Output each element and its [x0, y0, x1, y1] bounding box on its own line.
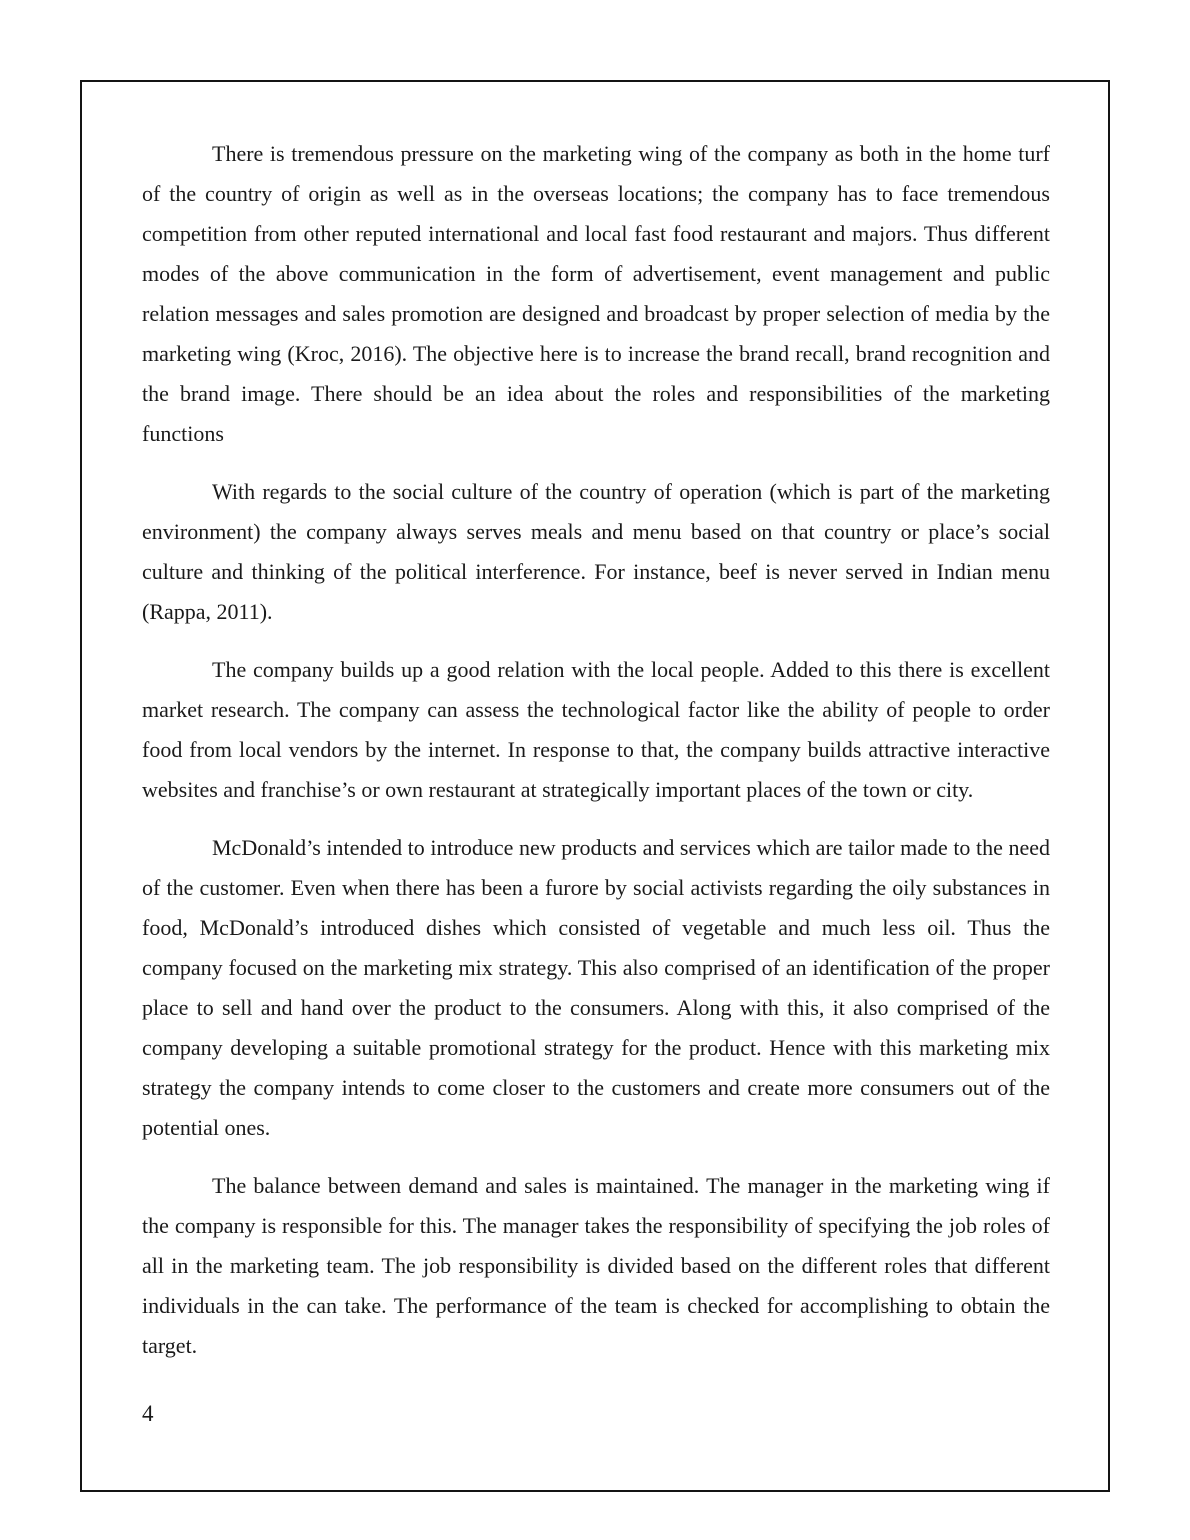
paragraph-social-culture: With regards to the social culture of the country of operation (which is part of the marketing environment) the company always serves meals and menu based on that country or place’s social culture and thinking of the political interference. For instance, beef is never served in Indian menu (Rappa, 2011).	[142, 479, 1050, 624]
page-border	[80, 80, 1110, 1492]
paragraph-demand-sales: The balance between demand and sales is maintained. The manager in the marketing wing if the company is responsible for this. The manager takes the responsibility of specifying the job roles of all in the marketing team. The job responsibility is divided based on the different roles that different individuals in the can take. The performance of the team is checked for accomplishing to obtain the target.	[142, 1173, 1050, 1358]
paragraph-new-products: McDonald’s intended to introduce new products and services which are tailor made to the need of the customer. Even when there has been a furore by social activists regarding the oily substances in food, McDonald’s introduced dishes which consisted of vegetable and much less oil. Thus the company focused on the marketing mix strategy. This also comprised of an identification of the proper place to sell and hand over the product to the consumers. Along with this, it also comprised of the company developing a suitable promotional strategy for the product. Hence with this marketing mix strategy the company intends to come closer to the customers and create more consumers out of the potential ones.	[142, 835, 1050, 1140]
paragraph-local-relations: The company builds up a good relation with the local people. Added to this there is excellent market research. The company can assess the technological factor like the ability of people to order food from local vendors by the internet. In response to that, the company builds attractive interactive websites and franchise’s or own restaurant at strategically important places of the town or city.	[142, 657, 1050, 802]
page-content	[142, 134, 1050, 1434]
paragraph-marketing-pressure: There is tremendous pressure on the marketing wing of the company as both in the home turf of the country of origin as well as in the overseas locations; the company has to face tremendous competition from other reputed international and local fast food restaurant and majors. Thus different modes of the above communication in the form of advertisement, event management and public relation messages and sales promotion are designed and broadcast by proper selection of media by the marketing wing (Kroc, 2016). The objective here is to increase the brand recall, brand recognition and the brand image. There should be an idea about the roles and responsibilities of the marketing functions	[142, 141, 1050, 446]
page-number: 4	[142, 1401, 154, 1426]
